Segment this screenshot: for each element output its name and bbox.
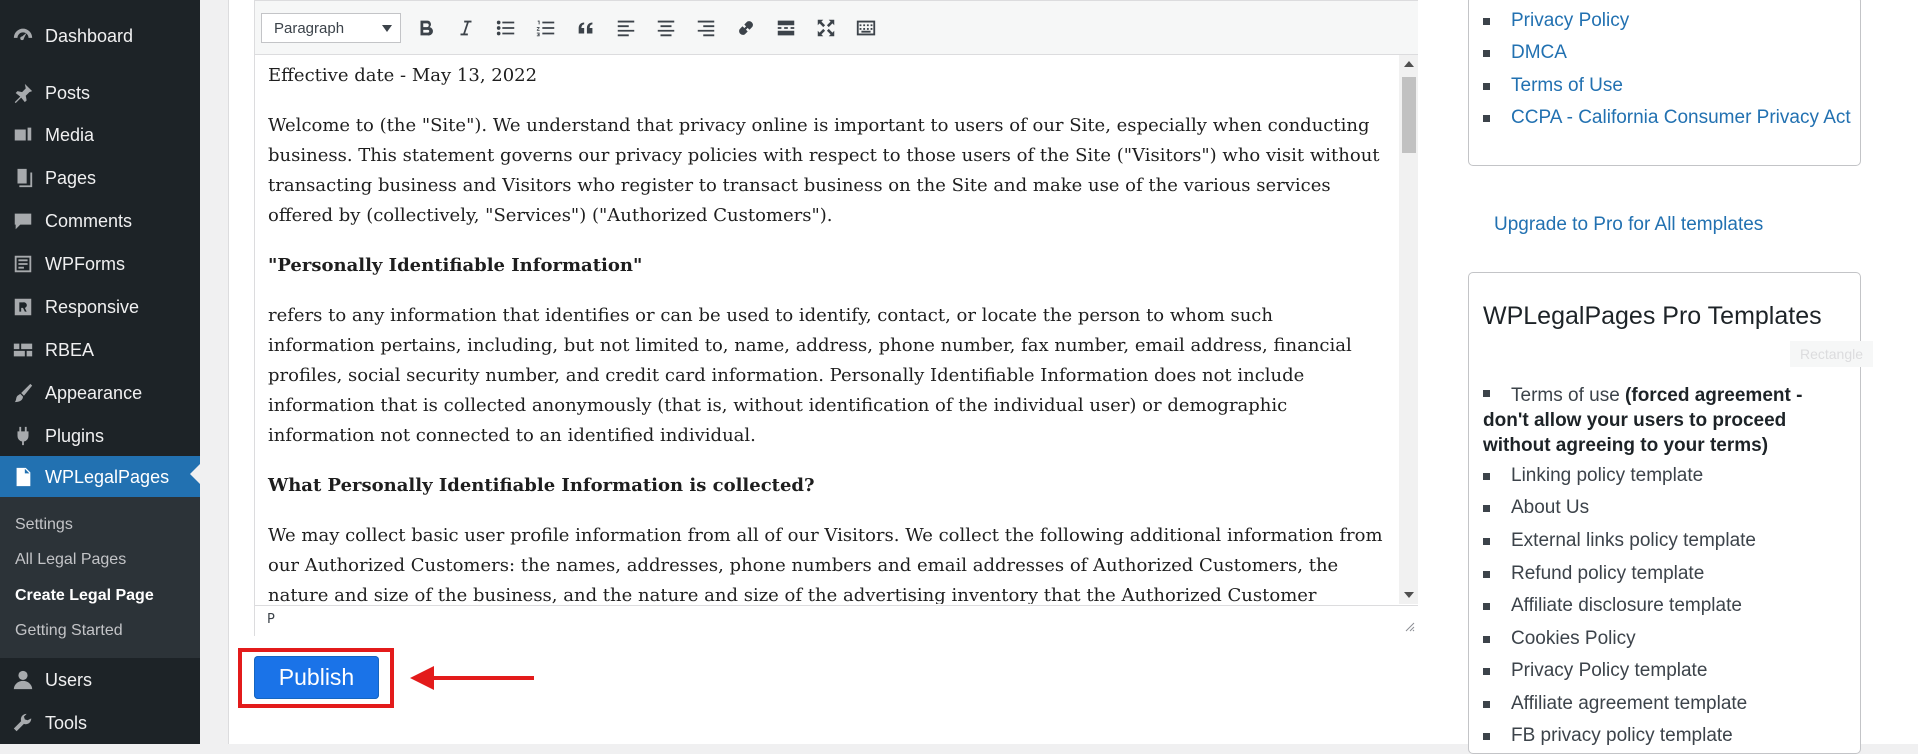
pii-heading: "Personally Identifiable Information" [268,255,643,276]
chevron-down-icon [382,25,392,32]
legal-link-item[interactable] [1483,10,1629,32]
rectangle-placeholder: Rectangle [1790,341,1873,367]
bullet [1483,668,1490,675]
menu-posts[interactable] [0,75,200,111]
menu-label: Users [45,669,93,690]
legal-link-item[interactable] [1483,42,1567,64]
format-select-value: Paragraph [274,19,345,37]
legal-link-label: CCPA - California Consumer Privacy Act [1511,107,1851,128]
dashboard-icon [11,24,35,48]
pro-template-item [1483,693,1747,715]
menu-tools[interactable] [0,705,200,741]
pro-item-label: About Us [1511,497,1590,518]
menu-wpforms[interactable] [0,246,200,282]
pro-templates-title: WPLegalPages Pro Templates [1483,302,1822,330]
menu-label: Pages [45,167,97,188]
legal-link-item[interactable] [1483,107,1851,129]
align-left-button[interactable] [611,13,641,43]
menu-pages[interactable] [0,160,200,196]
numbered-list-button[interactable] [531,13,561,43]
read-more-button[interactable] [771,13,801,43]
menu-rbea[interactable] [0,332,200,368]
submenu-all-legal-pages[interactable]: All Legal Pages [15,551,127,568]
pro-template-item [1483,563,1704,585]
bullet [1483,50,1490,57]
menu-label: WPLegalPages [45,466,170,487]
menu-label: Posts [45,82,91,103]
collected-heading: What Personally Identifiable Information is collected? [268,475,815,496]
pro-template-item [1483,383,1853,458]
legal-link-label: DMCA [1511,42,1567,63]
align-center-icon [655,17,677,39]
submenu-getting-started[interactable]: Getting Started [15,622,123,639]
read-more-icon [775,17,797,39]
pii-paragraph: refers to any information that identifies or can be used to identify, contact, or locate the person to whom such information pertains, including, but not limited to, name, address, phone number, fax number, email address, financial profiles, social security number, and credit card information. Personally Identifiable Information does not include information that is collected anonymously (that is, without identification of the individual user) or demographic information not connected to an identified individual. [268,305,1352,446]
pro-item-label: Terms of use [1511,385,1620,406]
bullet [1483,18,1490,25]
plug-icon [11,424,35,448]
bullet [1483,701,1490,708]
fullscreen-button[interactable] [811,13,841,43]
bold-button[interactable] [411,13,441,43]
bullet [1483,505,1490,512]
align-left-icon [615,17,637,39]
bullet [1483,636,1490,643]
wrench-icon [11,711,35,735]
legal-link-label: Terms of Use [1511,75,1623,96]
welcome-paragraph: Welcome to (the "Site"). We understand that privacy online is important to users of our Site, especially when conducting business. This statement governs our privacy policies with respect to those users of the Site ("Visitors") who visit without transacting business and Visitors who register to transact business on the Site and make use of the various services offered by (collectively, "Services") ("Authorized Customers"). [268,115,1380,226]
scroll-thumb[interactable] [1402,77,1416,153]
italic-button[interactable] [451,13,481,43]
grid-icon [11,338,35,362]
bullet [1483,538,1490,545]
media-icon [11,123,35,147]
align-center-button[interactable] [651,13,681,43]
bold-icon [415,17,437,39]
blockquote-button[interactable] [571,13,601,43]
submenu-create-legal-page[interactable]: Create Legal Page [15,587,154,604]
pro-template-item [1483,530,1756,552]
pro-item-note: (forced agreement - don't allow your users to proceed without agreeing to your terms) [1483,385,1803,456]
user-icon [11,668,35,692]
form-icon [11,252,35,276]
menu-label: WPForms [45,253,125,274]
fullscreen-icon [815,17,837,39]
submenu-settings[interactable]: Settings [15,516,73,533]
bullet-list-icon [495,17,517,39]
upgrade-pro-link[interactable]: Upgrade to Pro for All templates [1494,214,1764,235]
pro-item-label: FB privacy policy template [1511,725,1733,746]
pro-template-item [1483,660,1707,682]
editor-toolbar [255,1,1419,55]
bullet [1483,115,1490,122]
bullet [1483,603,1490,610]
pro-template-item [1483,465,1703,487]
menu-dashboard[interactable] [0,18,200,54]
effective-date: Effective date - May 13, 2022 [268,65,538,86]
keyboard-icon [855,17,877,39]
menu-label: Dashboard [45,25,134,46]
pages-icon [11,166,35,190]
bullet [1483,83,1490,90]
pro-template-item [1483,497,1589,519]
menu-label: Plugins [45,425,105,446]
bullet [1483,473,1490,480]
align-right-icon [695,17,717,39]
menu-media[interactable] [0,117,200,153]
pro-item-label: Cookies Policy [1511,628,1636,649]
link-icon [735,17,757,39]
pro-item-label: Affiliate agreement template [1511,693,1748,714]
menu-label: Responsive [45,296,140,317]
responsive-icon [11,295,35,319]
legal-link-item[interactable] [1483,75,1623,97]
menu-users[interactable] [0,662,200,698]
menu-label: Tools [45,712,88,733]
pro-item-label: Privacy Policy template [1511,660,1708,681]
wplegalpages-submenu [0,497,200,658]
collected-paragraph: We may collect basic user profile information from all of our Visitors. We collect the following additional information from our Authorized Customers: the names, addresses, phone numbers and email addresses of Authorized Customers, the nature and size of the business, and the nature and size of the advertising inventory that the Authorized Customer [268,525,1383,604]
menu-label: Appearance [45,382,143,403]
bullet-list-button[interactable] [491,13,521,43]
pro-item-label: Linking policy template [1511,465,1704,486]
editor-content-area[interactable] [255,55,1399,604]
editor-statusbar [255,605,1419,636]
legal-link-label: Privacy Policy [1511,10,1630,31]
menu-label: Comments [45,210,133,231]
align-right-button[interactable] [691,13,721,43]
menu-label: Media [45,124,95,145]
bullet [1483,571,1490,578]
pro-template-item [1483,628,1636,650]
pro-template-item [1483,595,1742,617]
editor-scrollbar[interactable] [1399,55,1419,604]
italic-icon [455,17,477,39]
menu-label: RBEA [45,339,95,360]
admin-sidebar [0,0,200,744]
pro-item-label: Affiliate disclosure template [1511,595,1742,616]
document-icon [11,465,35,489]
menu-appearance[interactable] [0,375,200,411]
menu-comments[interactable] [0,203,200,239]
format-select[interactable] [261,13,401,43]
tinymce-editor [254,0,1420,636]
element-path[interactable]: P [267,612,275,627]
brush-icon [11,381,35,405]
menu-wplegalpages[interactable] [0,456,200,498]
menu-responsive[interactable] [0,289,200,325]
quote-icon [575,17,597,39]
toolbar-toggle-button[interactable] [851,13,881,43]
menu-plugins[interactable] [0,418,200,454]
comment-icon [11,209,35,233]
pin-icon [11,81,35,105]
numbered-list-icon [535,17,557,39]
resize-handle-icon[interactable] [1403,620,1415,632]
scroll-up-arrow-icon[interactable] [1404,61,1414,67]
publish-button[interactable]: Publish [254,656,379,699]
annotation-arrow-icon [408,658,538,698]
bullet [1483,390,1490,397]
link-button[interactable] [731,13,761,43]
pro-item-label: External links policy template [1511,530,1756,551]
scroll-down-arrow-icon[interactable] [1404,592,1414,598]
bullet [1483,733,1490,740]
pro-item-label: Refund policy template [1511,563,1705,584]
